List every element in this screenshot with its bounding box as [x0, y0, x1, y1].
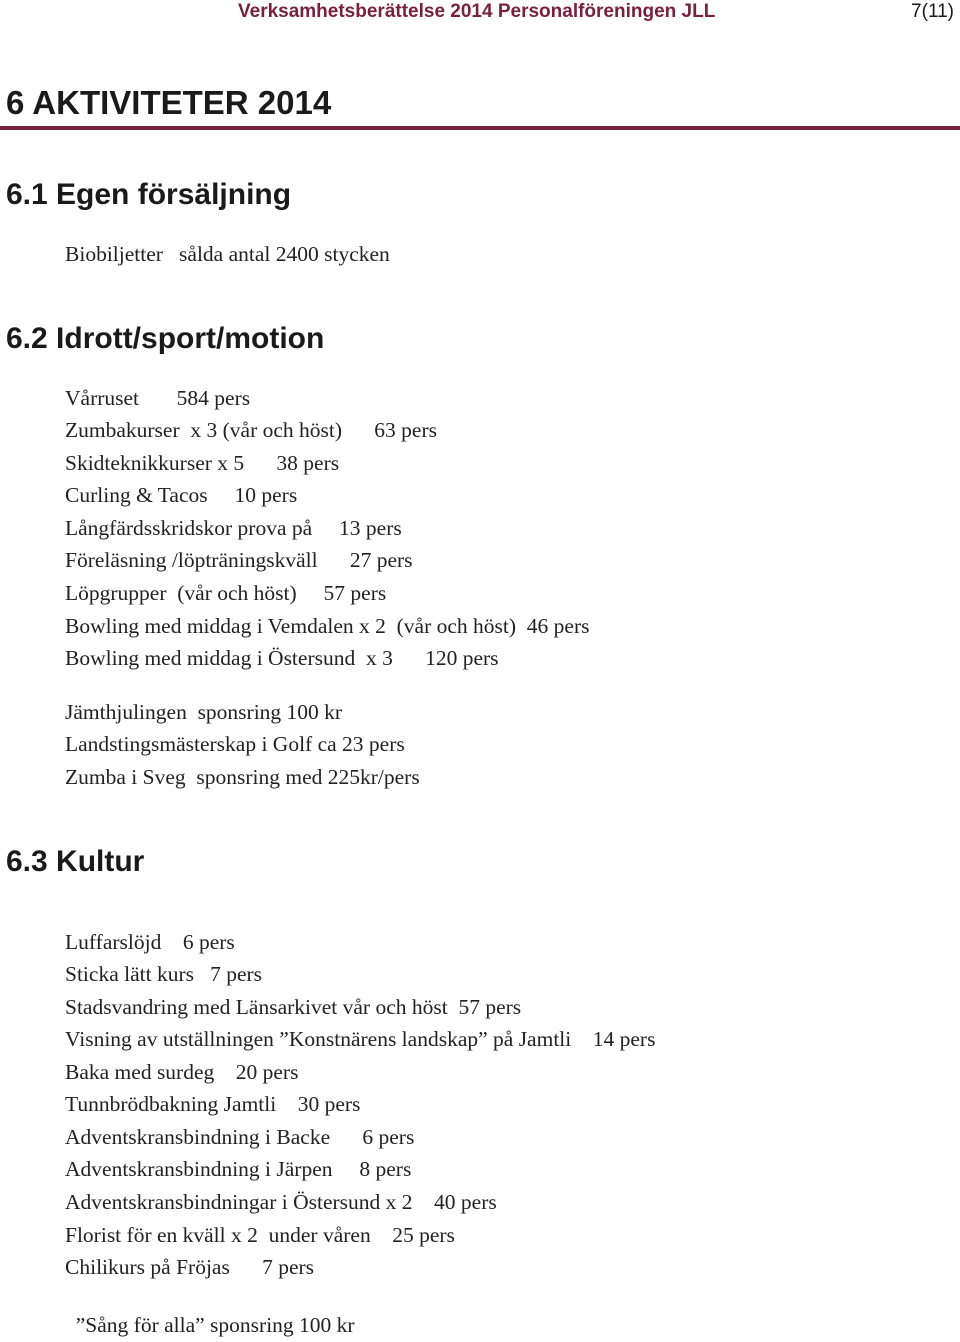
list-item: Föreläsning /löpträningskväll 27 pers — [65, 548, 413, 572]
list-item: Baka med surdeg 20 pers — [65, 1060, 299, 1084]
list-item: Adventskransbindning i Backe 6 pers — [65, 1125, 415, 1149]
list-item: ”Sång för alla” sponsring 100 kr — [65, 1313, 355, 1337]
list-item: Chilikurs på Fröjas 7 pers — [65, 1255, 315, 1279]
chapter-divider — [0, 126, 960, 130]
list-item: Luffarslöjd 6 pers — [65, 930, 235, 954]
section-heading: 6.2 Idrott/sport/motion — [6, 322, 325, 355]
list-item: Bowling med middag i Östersund x 3 120 pers — [65, 646, 499, 670]
list-item: Curling & Tacos 10 pers — [65, 483, 298, 507]
list-item: Zumba i Sveg sponsring med 225kr/pers — [65, 765, 420, 789]
list-item: Vårruset 584 pers — [65, 386, 251, 410]
list-item: Florist för en kväll x 2 under våren 25 pers — [65, 1223, 455, 1247]
running-header — [0, 0, 960, 26]
list-item: Långfärdsskridskor prova på 13 pers — [65, 516, 402, 540]
list-item: Biobiljetter sålda antal 2400 stycken — [65, 242, 390, 266]
list-item: Adventskransbindning i Järpen 8 pers — [65, 1157, 412, 1181]
list-item: Löpgrupper (vår och höst) 57 pers — [65, 581, 387, 605]
list-item: Skidteknikkurser x 5 38 pers — [65, 451, 340, 475]
list-item: Tunnbrödbakning Jamtli 30 pers — [65, 1092, 361, 1116]
list-item: Jämthjulingen sponsring 100 kr — [65, 700, 343, 724]
page-number: 7(11) — [911, 1, 954, 22]
list-item: Stadsvandring med Länsarkivet vår och höst 57 pers — [65, 995, 522, 1019]
list-item: Sticka lätt kurs 7 pers — [65, 962, 263, 986]
list-item: Bowling med middag i Vemdalen x 2 (vår och höst) 46 pers — [65, 614, 590, 638]
list-item: Visning av utställningen ”Konstnärens landskap” på Jamtli 14 pers — [65, 1027, 656, 1051]
section-heading: 6.1 Egen försäljning — [6, 178, 292, 211]
section-heading: 6.3 Kultur — [6, 845, 145, 878]
document-title: Verksamhetsberättelse 2014 Personalföreningen JLL — [238, 1, 716, 22]
list-item: Zumbakurser x 3 (vår och höst) 63 pers — [65, 418, 437, 442]
list-item: Landstingsmästerskap i Golf ca 23 pers — [65, 732, 405, 756]
chapter-title: 6 AKTIVITETER 2014 — [6, 84, 332, 121]
chapter-heading-block — [0, 84, 960, 130]
list-item: Adventskransbindningar i Östersund x 2 40 pers — [65, 1190, 497, 1214]
